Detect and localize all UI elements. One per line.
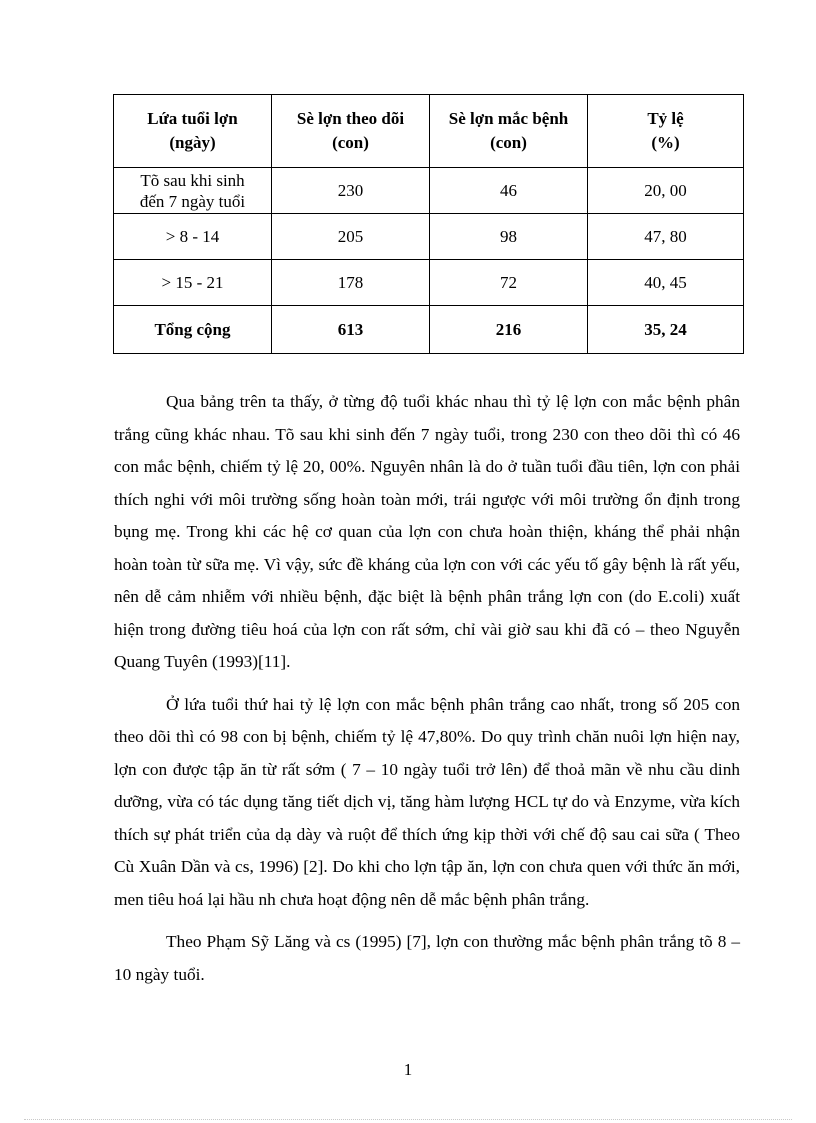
page-divider — [24, 1119, 792, 1120]
data-table — [113, 94, 744, 354]
cell-rate: 20, 00 — [588, 168, 744, 214]
header-age-line2: (ngày) — [169, 133, 216, 152]
paragraph-2: Ở lứa tuổi thứ hai tỷ lệ lợn con mắc bệnh phân trắng cao nhất, trong số 205 con theo dõi thì có 98 con bị bệnh, chiếm tỷ lệ 47,80%. Do quy trình chăn nuôi lợn hiện nay, lợn con được tập ăn từ rất sớm ( 7 – 10 ngày tuổi trở lên) để thoả mãn về nhu cầu dinh dưỡng, vừa có tác dụng tăng tiết dịch vị, tăng hàm lượng HCL tự do và Enzyme, vừa kích thích sự phát triển của dạ dày và ruột để thích ứng kịp thời với chế độ sau cai sữa ( Theo Cù Xuân Dần và cs, 1996) [2]. Do khi cho lợn tập ăn, lợn con chưa quen với thức ăn mới, men tiêu hoá lại hầu nh chưa hoạt động nên dễ mắc bệnh phân trắng. — [114, 694, 740, 909]
total-label: Tổng cộng — [114, 306, 272, 354]
cell-sick: 72 — [430, 260, 588, 306]
cell-sick: 46 — [430, 168, 588, 214]
cell-rate: 47, 80 — [588, 214, 744, 260]
body-text — [114, 386, 740, 1001]
total-sick: 216 — [430, 306, 588, 354]
header-rate — [588, 95, 744, 168]
header-age-line1: Lứa tuổi lợn — [147, 109, 238, 128]
header-age — [114, 95, 272, 168]
header-rate-line1: Tỷ lệ — [647, 109, 684, 128]
header-monitored — [272, 95, 430, 168]
header-sick-line2: (con) — [490, 133, 527, 152]
paragraph-3: Theo Phạm Sỹ Lăng và cs (1995) [7], lợn con thường mắc bệnh phân trắng tõ 8 – 10 ngày tuổi. — [114, 932, 740, 984]
header-sick — [430, 95, 588, 168]
page-number: 1 — [403, 1060, 413, 1079]
table-row — [114, 168, 744, 214]
total-rate: 35, 24 — [588, 306, 744, 354]
header-rate-line2: (%) — [651, 133, 680, 152]
cell-monitored: 230 — [272, 168, 430, 214]
cell-age-line2: đến 7 ngày tuổi — [139, 191, 246, 211]
table-total-row — [114, 306, 744, 354]
header-monitored-line2: (con) — [332, 133, 369, 152]
paragraph-1: Qua bảng trên ta thấy, ở từng độ tuổi khác nhau thì tỷ lệ lợn con mắc bệnh phân trắng cũng khác nhau. Tõ sau khi sinh đến 7 ngày tuổi, trong 230 con theo dõi thì có 46 con mắc bệnh, chiếm tỷ lệ 20, 00%. Nguyên nhân là do ở tuần tuổi đầu tiên, lợn con phải thích nghi với môi trường sống hoàn toàn mới, trái ngược với môi trường ổn định trong bụng mẹ. Trong khi các hệ cơ quan của lợn con chưa hoàn thiện, kháng thể phải nhận hoàn toàn từ sữa mẹ. Vì vậy, sức đề kháng của lợn con với các yếu tố gây bệnh là rất yếu, nên dễ cảm nhiễm với nhiều bệnh, đặc biệt là bệnh phân trắng lợn con (do E.coli) xuất hiện trong đường tiêu hoá của lợn con rất sớm, chỉ vài giờ sau khi đã có – theo Nguyễn Quang Tuyên (1993)[11]. — [114, 392, 740, 671]
cell-sick: 98 — [430, 214, 588, 260]
cell-age-line1: Tõ sau khi sinh — [140, 170, 245, 190]
cell-age: > 8 - 14 — [114, 214, 272, 260]
table-row — [114, 214, 744, 260]
total-monitored: 613 — [272, 306, 430, 354]
table-row — [114, 260, 744, 306]
cell-monitored: 205 — [272, 214, 430, 260]
header-monitored-line1: Sè lợn theo dõi — [296, 109, 405, 128]
cell-age: > 15 - 21 — [114, 260, 272, 306]
cell-monitored: 178 — [272, 260, 430, 306]
cell-age — [114, 168, 272, 214]
header-sick-line1: Sè lợn mắc bệnh — [448, 109, 569, 128]
table-header-row — [114, 95, 744, 168]
cell-rate: 40, 45 — [588, 260, 744, 306]
